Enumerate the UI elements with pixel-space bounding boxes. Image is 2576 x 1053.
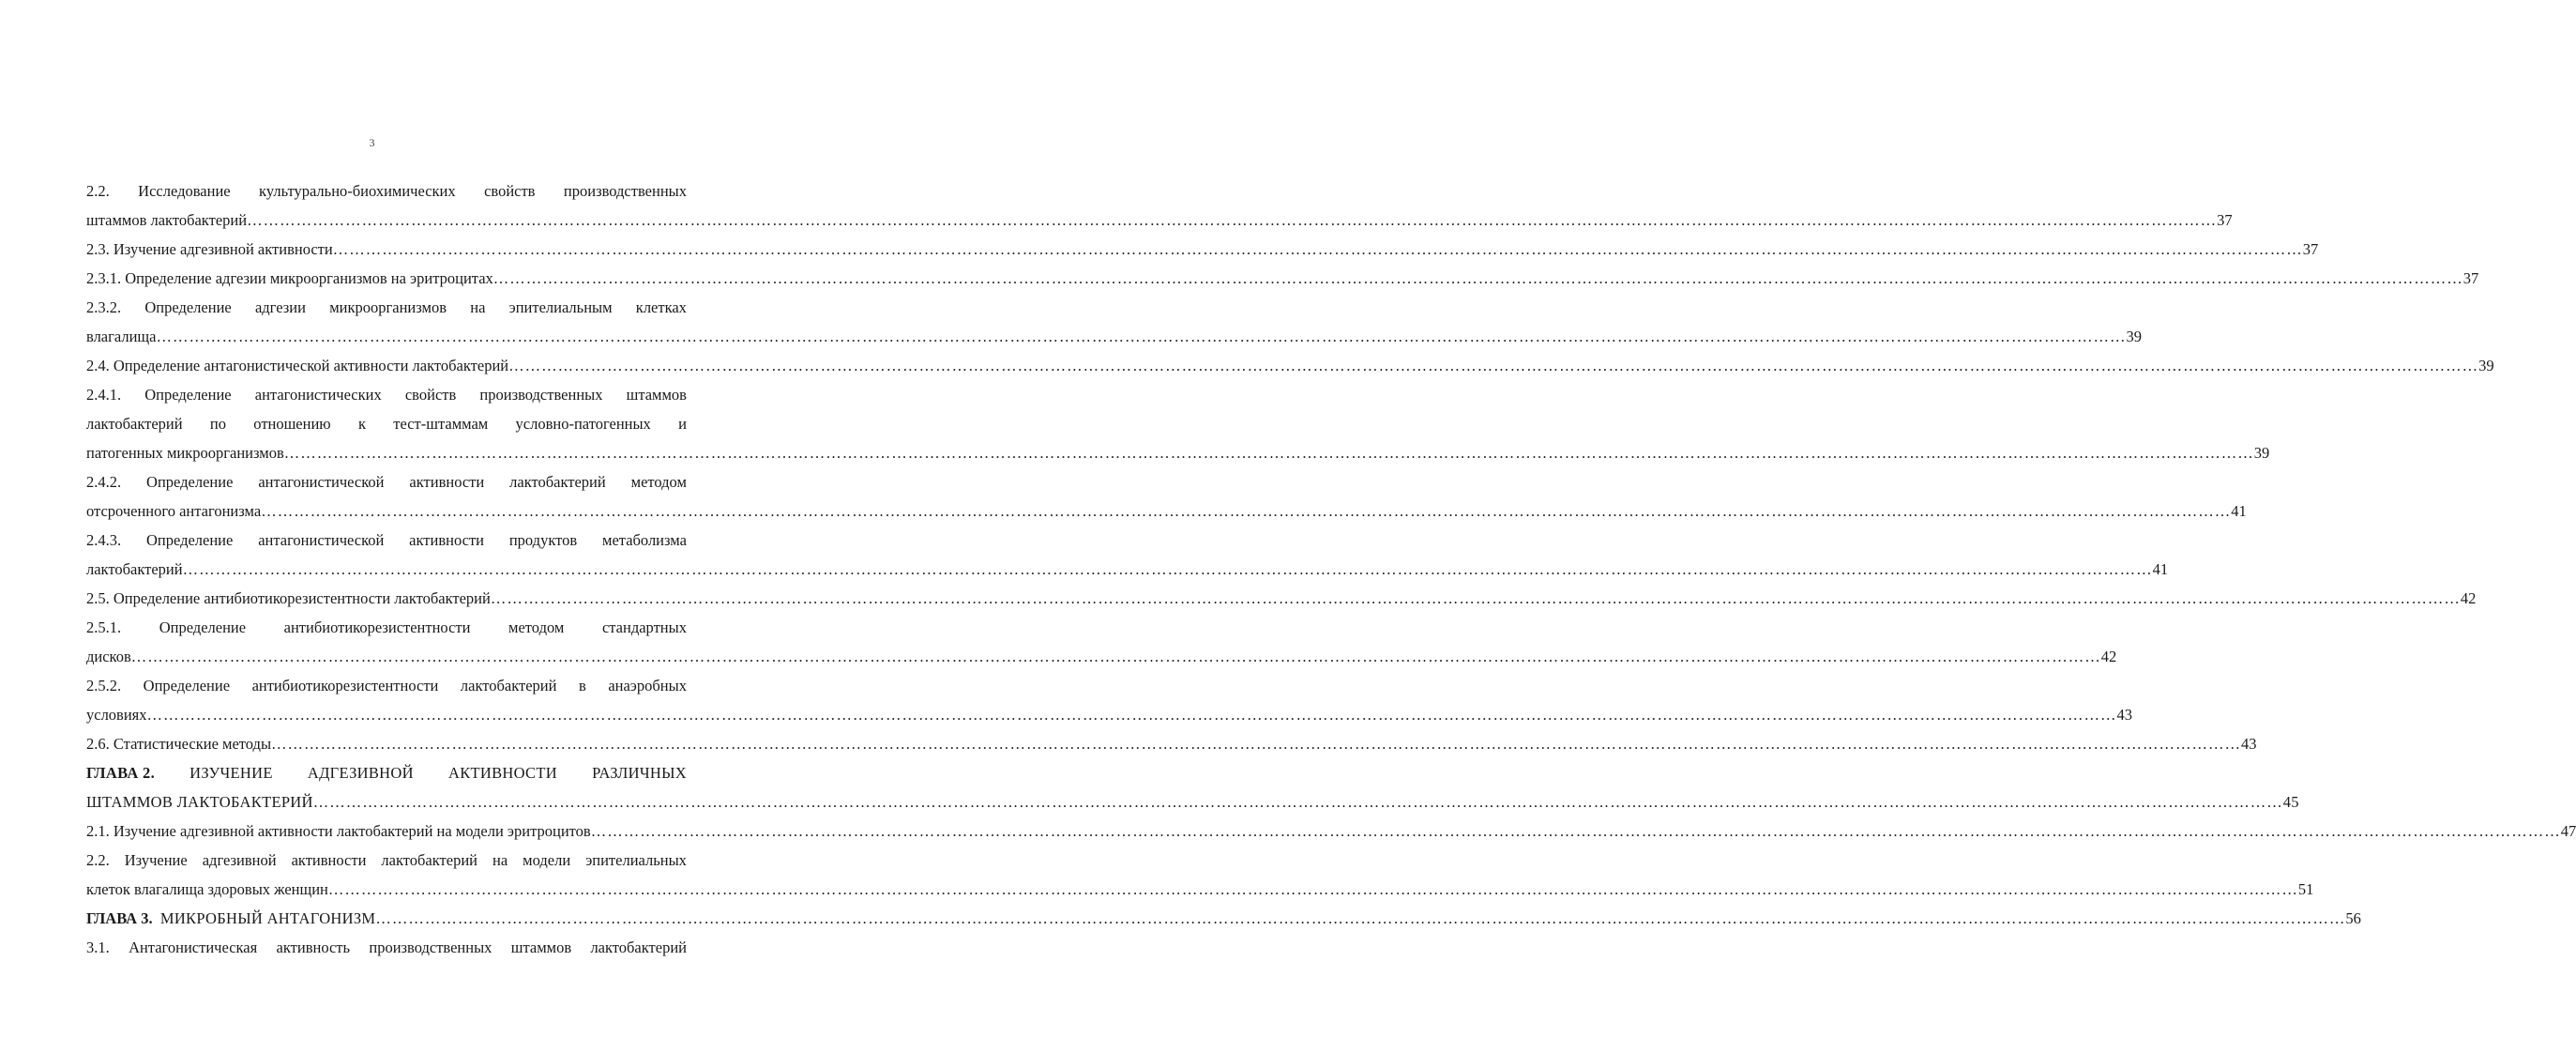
toc-word: 2.3.2. bbox=[86, 298, 122, 316]
toc-entry[interactable] bbox=[86, 816, 2576, 846]
toc-line bbox=[86, 467, 687, 496]
toc-title: клеток влагалища здоровых женщин bbox=[86, 880, 328, 898]
dot-leader: ……………………………………………………………………………………………………………………………………………………………………………………………………………………………………………………………………………………………………………………………… bbox=[327, 880, 2298, 898]
toc-word: свойств bbox=[484, 182, 536, 200]
toc-word: антагонистических bbox=[254, 386, 382, 404]
toc-title: патогенных микроорганизмов bbox=[86, 444, 284, 462]
toc-title: МИКРОБНЫЙ АНТАГОНИЗМ bbox=[159, 909, 376, 927]
dot-leader: ……………………………………………………………………………………………………………………………………………………………………………………………………………………………………………………………………………………………………………………………… bbox=[490, 589, 2461, 607]
toc-word: продуктов bbox=[508, 531, 578, 549]
toc-title: 2.4. Определение антагонистической активности лактобактерий bbox=[86, 357, 509, 374]
toc-word: тест-штаммам bbox=[393, 415, 489, 433]
toc-title: 2.6. Статистические методы bbox=[86, 735, 272, 753]
toc-word: метаболизма bbox=[602, 531, 687, 549]
toc-word: отношению bbox=[253, 415, 331, 433]
toc-line bbox=[86, 409, 687, 438]
toc-word: Определение bbox=[143, 677, 231, 694]
toc-page-number: 51 bbox=[2297, 880, 2314, 898]
toc-page-number: 39 bbox=[2478, 357, 2494, 374]
toc-line bbox=[86, 758, 687, 787]
toc-entry[interactable] bbox=[86, 496, 2247, 526]
toc-title: штаммов лактобактерий bbox=[86, 211, 248, 229]
toc-word: 2.4.3. bbox=[86, 531, 122, 549]
toc-entry[interactable] bbox=[86, 206, 2233, 235]
toc-entry[interactable] bbox=[86, 729, 2257, 758]
dot-leader: ……………………………………………………………………………………………………………………………………………………………………………………………………………………………………………………………………………………………………………………………… bbox=[146, 706, 2117, 724]
toc-word: лактобактерий bbox=[590, 939, 687, 956]
toc-word: лактобактерий bbox=[509, 473, 606, 491]
toc-word: штаммов bbox=[626, 386, 687, 404]
toc-page-number: 43 bbox=[2116, 706, 2133, 724]
toc-word: производственных bbox=[369, 939, 492, 956]
toc-line bbox=[86, 176, 687, 206]
toc-word: эпителиальных bbox=[585, 851, 687, 869]
toc-title: 2.3. Изучение адгезивной активности bbox=[86, 240, 333, 258]
toc-word: 2.5.1. bbox=[86, 618, 122, 636]
toc-page-number: 37 bbox=[2462, 269, 2479, 287]
toc-line bbox=[86, 293, 687, 322]
toc-word: стандартных bbox=[601, 618, 687, 636]
toc-word: клетках bbox=[635, 298, 687, 316]
toc-word: штаммов bbox=[510, 939, 572, 956]
toc-word: 3.1. bbox=[86, 939, 110, 956]
toc-entry[interactable] bbox=[86, 235, 2319, 264]
toc-page-number: 45 bbox=[2282, 793, 2299, 811]
toc-word: методом bbox=[508, 618, 565, 636]
toc-word: ГЛАВА 2. bbox=[86, 764, 156, 782]
toc-page-number: 39 bbox=[2126, 328, 2142, 345]
toc-entry[interactable] bbox=[86, 875, 2314, 904]
toc-entry[interactable] bbox=[86, 904, 2361, 933]
dot-leader: ……………………………………………………………………………………………………………………………………………………………………………………………………………………………………………………………………………………………………………………………… bbox=[508, 357, 2479, 374]
toc-word: АКТИВНОСТИ bbox=[448, 764, 557, 782]
toc-word: эпителиальным bbox=[508, 298, 613, 316]
toc-word: активности bbox=[409, 531, 484, 549]
toc-word: 2.2. bbox=[86, 182, 110, 200]
toc-page-number: 47 bbox=[2560, 822, 2576, 840]
toc-word: к bbox=[357, 415, 366, 433]
toc-word: микроорганизмов bbox=[329, 298, 447, 316]
toc-word: методом bbox=[630, 473, 687, 491]
toc-word: РАЗЛИЧНЫХ bbox=[592, 764, 687, 782]
dot-leader: ……………………………………………………………………………………………………………………………………………………………………………………………………………………………………………………………………………………………………………………………… bbox=[247, 211, 2218, 229]
toc-title: 2.3.1. Определение адгезии микроорганизмов на эритроцитах bbox=[86, 269, 493, 287]
dot-leader: ……………………………………………………………………………………………………………………………………………………………………………………………………………………………………………………………………………………………………………………………… bbox=[312, 793, 2283, 811]
toc-word: адгезивной bbox=[202, 851, 277, 869]
dot-leader: ……………………………………………………………………………………………………………………………………………………………………………………………………………………………………………………………………………………………………………………………… bbox=[375, 909, 2346, 927]
toc-word: производственных bbox=[479, 386, 603, 404]
toc-page-number: 39 bbox=[2253, 444, 2270, 462]
toc-word: в bbox=[579, 677, 586, 694]
toc-line bbox=[86, 671, 687, 700]
toc-word: 2.4.2. bbox=[86, 473, 122, 491]
toc-word: антибиотикорезистентности bbox=[283, 618, 471, 636]
toc-word: Определение bbox=[144, 386, 232, 404]
toc-word: лактобактерий bbox=[381, 851, 477, 869]
toc-title: влагалища bbox=[86, 328, 157, 345]
dot-leader: ……………………………………………………………………………………………………………………………………………………………………………………………………………………………………………………………………………………………………………………………… bbox=[271, 735, 2242, 753]
dot-leader: ……………………………………………………………………………………………………………………………………………………………………………………………………………………………………………………………………………………………………………………………… bbox=[261, 502, 2232, 520]
toc-word: культурально-биохимических bbox=[259, 182, 456, 200]
toc-word: лактобактерий bbox=[460, 677, 557, 694]
toc-page-number: 37 bbox=[2217, 211, 2233, 229]
toc-word: Антагонистическая bbox=[129, 939, 258, 956]
toc-line bbox=[86, 613, 687, 642]
dot-leader: ……………………………………………………………………………………………………………………………………………………………………………………………………………………………………………………………………………………………………………………………… bbox=[130, 648, 2101, 665]
toc-word: адгезии bbox=[254, 298, 306, 316]
toc-page-number: 37 bbox=[2302, 240, 2319, 258]
toc-word: антибиотикорезистентности bbox=[251, 677, 439, 694]
toc-word: АДГЕЗИВНОЙ bbox=[307, 764, 414, 782]
toc-word: Определение bbox=[159, 618, 247, 636]
toc-line bbox=[86, 846, 687, 875]
toc-entry[interactable] bbox=[86, 555, 2169, 584]
toc-word: активности bbox=[291, 851, 367, 869]
toc-title: 2.1. Изучение адгезивной активности лактобактерий на модели эритроцитов bbox=[86, 822, 591, 840]
toc-entry[interactable] bbox=[86, 700, 2133, 729]
toc-entry[interactable] bbox=[86, 438, 2270, 467]
toc-title: отсроченного антагонизма bbox=[86, 502, 262, 520]
dot-leader: ……………………………………………………………………………………………………………………………………………………………………………………………………………………………………………………………………………………………………………………………… bbox=[156, 328, 2127, 345]
toc-page-number: 42 bbox=[2100, 648, 2117, 665]
toc-word: Определение bbox=[145, 531, 234, 549]
toc-title: дисков bbox=[86, 648, 131, 665]
toc-word: активности bbox=[409, 473, 485, 491]
toc-word: на bbox=[470, 298, 486, 316]
chapter-label: ГЛАВА 3. bbox=[86, 909, 153, 927]
toc-page-number: 41 bbox=[2231, 502, 2247, 520]
toc-entry[interactable] bbox=[86, 584, 2477, 613]
page-number: 3 bbox=[369, 136, 375, 149]
toc-word: производственных bbox=[563, 182, 687, 200]
table-of-contents bbox=[86, 176, 2576, 962]
toc-title: 2.5. Определение антибиотикорезистентности лактобактерий bbox=[86, 589, 491, 607]
toc-word: антагонистической bbox=[258, 531, 385, 549]
toc-line bbox=[86, 933, 687, 962]
toc-word: Определение bbox=[146, 473, 234, 491]
toc-title: лактобактерий bbox=[86, 560, 183, 578]
toc-word: 2.2. bbox=[86, 851, 110, 869]
toc-entry[interactable] bbox=[86, 322, 2142, 351]
toc-word: Исследование bbox=[138, 182, 231, 200]
toc-entry[interactable] bbox=[86, 351, 2494, 380]
toc-title: ШТАММОВ ЛАКТОБАКТЕРИЙ bbox=[86, 793, 313, 811]
dot-leader: ……………………………………………………………………………………………………………………………………………………………………………………………………………………………………………………………………………………………………………………………… bbox=[590, 822, 2561, 840]
toc-entry[interactable] bbox=[86, 642, 2117, 671]
toc-word: анаэробных bbox=[608, 677, 687, 694]
dot-leader: ……………………………………………………………………………………………………………………………………………………………………………………………………………………………………………………………………………………………………………………………… bbox=[182, 560, 2153, 578]
toc-word: активность bbox=[276, 939, 351, 956]
toc-page-number: 43 bbox=[2241, 735, 2257, 753]
toc-word: лактобактерий bbox=[86, 415, 183, 433]
toc-word: модели bbox=[523, 851, 571, 869]
toc-word: 2.5.2. bbox=[86, 677, 122, 694]
toc-word: ИЗУЧЕНИЕ bbox=[189, 764, 273, 782]
toc-page-number: 56 bbox=[2345, 909, 2361, 927]
toc-entry[interactable] bbox=[86, 787, 2299, 816]
toc-entry[interactable] bbox=[86, 264, 2479, 293]
toc-word: и bbox=[678, 415, 687, 433]
dot-leader: ……………………………………………………………………………………………………………………………………………………………………………………………………………………………………………………………………………………………………………………………… bbox=[492, 269, 2463, 287]
toc-word: по bbox=[209, 415, 226, 433]
toc-line bbox=[86, 380, 687, 409]
toc-word: Определение bbox=[144, 298, 232, 316]
toc-word: Изучение bbox=[124, 851, 188, 869]
toc-word: условно-патогенных bbox=[515, 415, 651, 433]
toc-title: условиях bbox=[86, 706, 147, 724]
toc-page-number: 42 bbox=[2460, 589, 2477, 607]
toc-word: на bbox=[492, 851, 508, 869]
toc-word: свойств bbox=[404, 386, 457, 404]
toc-word: 2.4.1. bbox=[86, 386, 122, 404]
toc-line bbox=[86, 526, 687, 555]
toc-page-number: 41 bbox=[2152, 560, 2169, 578]
toc-word: антагонистической bbox=[258, 473, 385, 491]
dot-leader: ……………………………………………………………………………………………………………………………………………………………………………………………………………………………………………………………………………………………………………………………… bbox=[332, 240, 2303, 258]
dot-leader: ……………………………………………………………………………………………………………………………………………………………………………………………………………………………………………………………………………………………………………………………… bbox=[283, 444, 2254, 462]
